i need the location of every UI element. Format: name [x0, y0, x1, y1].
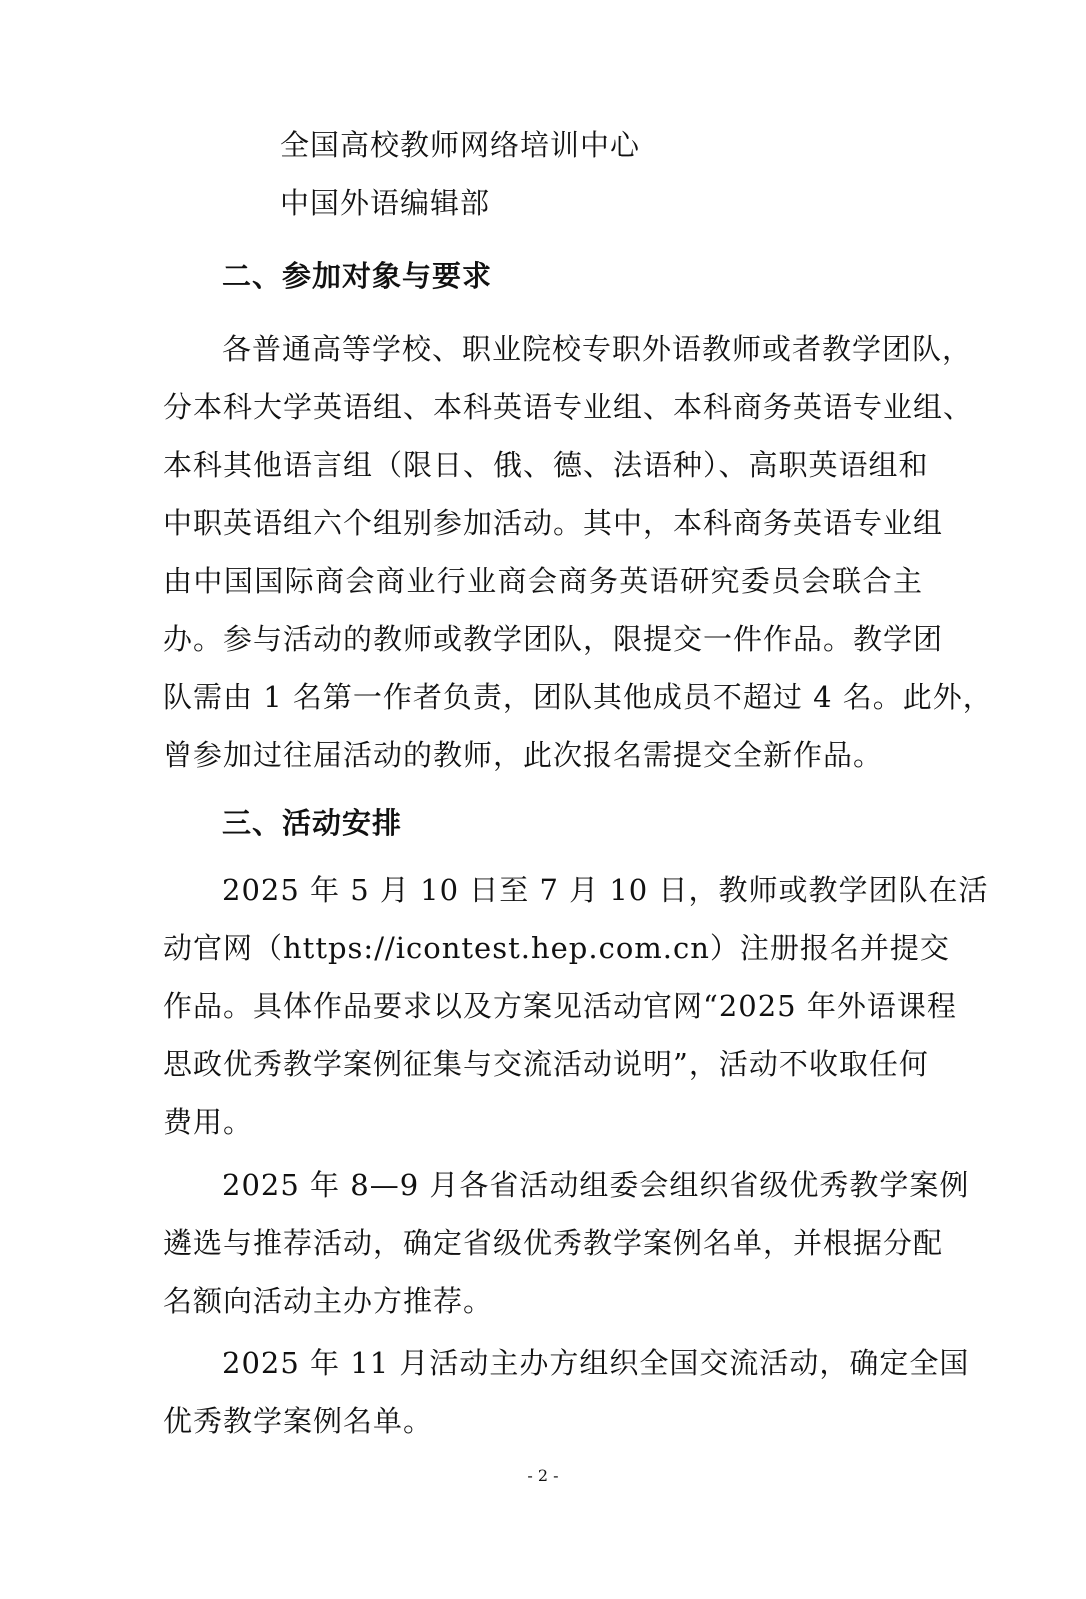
paragraph-line: 由中国国际商会商业行业商会商务英语研究委员会联合主 — [163, 564, 923, 598]
section-heading: 三、活动安排 — [222, 806, 403, 840]
paragraph-line: 各普通高等学校、职业院校专职外语教师或者教学团队， — [222, 332, 973, 366]
paragraph-line: 动官网（https://icontest.hep.com.cn）注册报名并提交 — [163, 931, 950, 965]
paragraph-line: 曾参加过往届活动的教师，此次报名需提交全新作品。 — [163, 738, 884, 772]
paragraph-line: 分本科大学英语组、本科英语专业组、本科商务英语专业组、 — [163, 390, 974, 424]
organizer-line: 全国高校教师网络培训中心 — [280, 128, 641, 162]
paragraph-line: 名额向活动主办方推荐。 — [163, 1284, 494, 1318]
paragraph-line: 2025 年 5 月 10 日至 7 月 10 日，教师或教学团队在活 — [222, 873, 989, 907]
section-heading: 二、参加对象与要求 — [222, 259, 493, 293]
organizer-line: 中国外语编辑部 — [280, 186, 491, 220]
paragraph-line: 队需由 1 名第一作者负责，团队其他成员不超过 4 名。此外， — [163, 680, 993, 714]
paragraph-line: 办。参与活动的教师或教学团队，限提交一件作品。教学团 — [163, 622, 944, 656]
paragraph-line: 本科其他语言组（限日、俄、德、法语种）、高职英语组和 — [163, 448, 929, 482]
paragraph-line: 作品。具体作品要求以及方案见活动官网“2025 年外语课程 — [163, 989, 957, 1023]
paragraph-line: 优秀教学案例名单。 — [163, 1404, 434, 1438]
paragraph-line: 2025 年 8—9 月各省活动组委会组织省级优秀教学案例 — [222, 1168, 970, 1202]
paragraph-line: 费用。 — [163, 1105, 254, 1139]
page-number: - 2 - — [527, 1466, 559, 1485]
paragraph-line: 中职英语组六个组别参加活动。其中，本科商务英语专业组 — [163, 506, 944, 540]
paragraph-line: 遴选与推荐活动，确定省级优秀教学案例名单，并根据分配 — [163, 1226, 944, 1260]
paragraph-line: 思政优秀教学案例征集与交流活动说明”，活动不收取任何 — [163, 1047, 929, 1081]
paragraph-line: 2025 年 11 月活动主办方组织全国交流活动，确定全国 — [222, 1346, 970, 1380]
